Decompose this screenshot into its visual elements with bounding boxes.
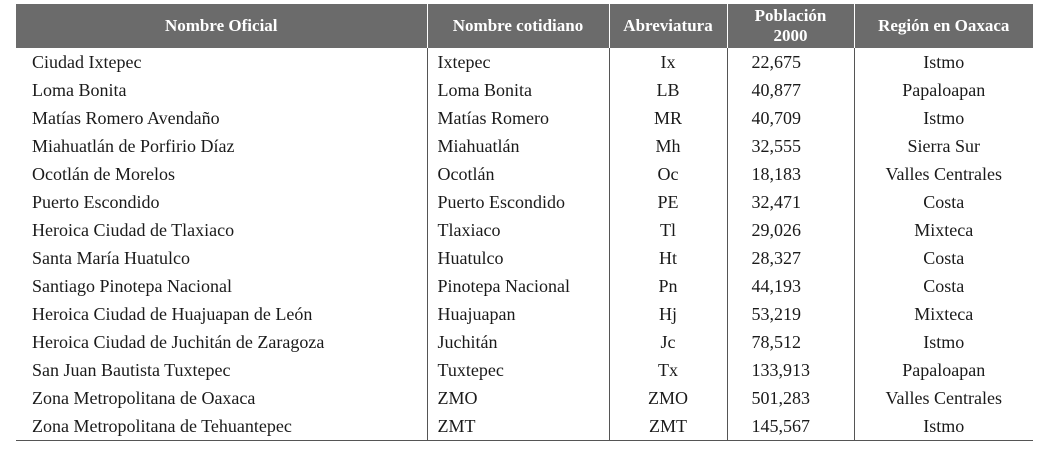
- table-row: [16, 48, 1033, 76]
- cell-poblacion: 501,283: [727, 384, 854, 412]
- cell-nombre-cotidiano: Huatulco: [427, 244, 609, 272]
- cell-nombre-cotidiano: Huajuapan: [427, 300, 609, 328]
- cell-poblacion: 40,877: [727, 76, 854, 104]
- cell-poblacion: 18,183: [727, 160, 854, 188]
- cell-abreviatura: MR: [609, 104, 727, 132]
- cell-abreviatura: Ix: [609, 48, 727, 76]
- cell-region: Sierra Sur: [854, 132, 1033, 160]
- cell-nombre-cotidiano: Miahuatlán: [427, 132, 609, 160]
- cell-nombre-oficial: Heroica Ciudad de Tlaxiaco: [32, 220, 235, 240]
- cell-region: Papaloapan: [854, 76, 1033, 104]
- cell-nombre-cotidiano: Loma Bonita: [427, 76, 609, 104]
- cell-region: Istmo: [854, 104, 1033, 132]
- cell-poblacion: 22,675: [727, 48, 854, 76]
- header-abreviatura: Abreviatura: [609, 4, 727, 48]
- header-row: [16, 4, 1033, 48]
- cell-abreviatura: LB: [609, 76, 727, 104]
- header-nombre-cotidiano: Nombre cotidiano: [427, 4, 609, 48]
- cell-region: Istmo: [854, 48, 1033, 76]
- table-row: [16, 300, 1033, 328]
- cell-nombre-cotidiano: ZMT: [427, 412, 609, 441]
- cities-table: [16, 4, 1033, 441]
- table-row: [16, 272, 1033, 300]
- header-poblacion-2000: [727, 4, 854, 48]
- table-row: [16, 244, 1033, 272]
- cell-nombre-oficial: Matías Romero Avendaño: [32, 108, 220, 128]
- cell-nombre-cotidiano: Ocotlán: [427, 160, 609, 188]
- cell-poblacion: 32,471: [727, 188, 854, 216]
- header-nombre-oficial: Nombre Oficial: [16, 4, 427, 48]
- table-row: [16, 384, 1033, 412]
- cell-nombre-oficial: Miahuatlán de Porfirio Díaz: [32, 136, 235, 156]
- cell-poblacion: 44,193: [727, 272, 854, 300]
- cell-nombre-cotidiano: Matías Romero: [427, 104, 609, 132]
- cell-nombre-oficial: Puerto Escondido: [32, 192, 160, 212]
- cell-poblacion: 29,026: [727, 216, 854, 244]
- table-row: [16, 328, 1033, 356]
- cell-nombre-oficial: Ciudad Ixtepec: [32, 52, 142, 72]
- table-row: [16, 216, 1033, 244]
- cell-nombre-oficial: Santiago Pinotepa Nacional: [32, 276, 232, 296]
- table-row: [16, 160, 1033, 188]
- cell-region: Papaloapan: [854, 356, 1033, 384]
- header-poblacion-label: Población 2000: [754, 6, 827, 45]
- cell-abreviatura: Ht: [609, 244, 727, 272]
- cell-nombre-oficial: Ocotlán de Morelos: [32, 164, 175, 184]
- table-row: [16, 188, 1033, 216]
- cell-poblacion: 78,512: [727, 328, 854, 356]
- table-row: [16, 132, 1033, 160]
- cell-region: Valles Centrales: [854, 384, 1033, 412]
- cell-region: Mixteca: [854, 300, 1033, 328]
- cell-region: Mixteca: [854, 216, 1033, 244]
- cell-nombre-cotidiano: ZMO: [427, 384, 609, 412]
- cell-abreviatura: Hj: [609, 300, 727, 328]
- cell-abreviatura: Jc: [609, 328, 727, 356]
- cell-abreviatura: Oc: [609, 160, 727, 188]
- cell-region: Istmo: [854, 412, 1033, 441]
- table-header: [16, 4, 1033, 48]
- cell-abreviatura: PE: [609, 188, 727, 216]
- table-body: [16, 48, 1033, 441]
- cell-abreviatura: Mh: [609, 132, 727, 160]
- cell-region: Costa: [854, 188, 1033, 216]
- cell-nombre-cotidiano: Tuxtepec: [427, 356, 609, 384]
- cell-poblacion: 32,555: [727, 132, 854, 160]
- cell-region: Istmo: [854, 328, 1033, 356]
- table-row: [16, 104, 1033, 132]
- cell-nombre-cotidiano: Pinotepa Nacional: [427, 272, 609, 300]
- cell-poblacion: 53,219: [727, 300, 854, 328]
- cell-abreviatura: ZMO: [609, 384, 727, 412]
- cell-nombre-oficial: Loma Bonita: [32, 80, 127, 100]
- cell-region: Costa: [854, 272, 1033, 300]
- cell-abreviatura: ZMT: [609, 412, 727, 441]
- cell-nombre-oficial: Santa María Huatulco: [32, 248, 190, 268]
- table-row: [16, 356, 1033, 384]
- cell-nombre-cotidiano: Puerto Escondido: [427, 188, 609, 216]
- cell-nombre-oficial: Zona Metropolitana de Oaxaca: [32, 388, 256, 408]
- cell-poblacion: 40,709: [727, 104, 854, 132]
- cities-table-container: [16, 4, 1033, 441]
- cell-nombre-cotidiano: Juchitán: [427, 328, 609, 356]
- cell-nombre-oficial: Heroica Ciudad de Huajuapan de León: [32, 304, 313, 324]
- cell-abreviatura: Tx: [609, 356, 727, 384]
- cell-region: Costa: [854, 244, 1033, 272]
- cell-nombre-oficial: San Juan Bautista Tuxtepec: [32, 360, 231, 380]
- cell-poblacion: 145,567: [727, 412, 854, 441]
- table-row: [16, 76, 1033, 104]
- cell-nombre-cotidiano: Tlaxiaco: [427, 216, 609, 244]
- cell-nombre-oficial: Heroica Ciudad de Juchitán de Zaragoza: [32, 332, 325, 352]
- cell-abreviatura: Pn: [609, 272, 727, 300]
- cell-poblacion: 133,913: [727, 356, 854, 384]
- cell-poblacion: 28,327: [727, 244, 854, 272]
- table-row: [16, 412, 1033, 441]
- cell-nombre-cotidiano: Ixtepec: [427, 48, 609, 76]
- header-region: Región en Oaxaca: [854, 4, 1033, 48]
- cell-abreviatura: Tl: [609, 216, 727, 244]
- cell-nombre-oficial: Zona Metropolitana de Tehuantepec: [16, 412, 427, 441]
- cell-region: Valles Centrales: [854, 160, 1033, 188]
